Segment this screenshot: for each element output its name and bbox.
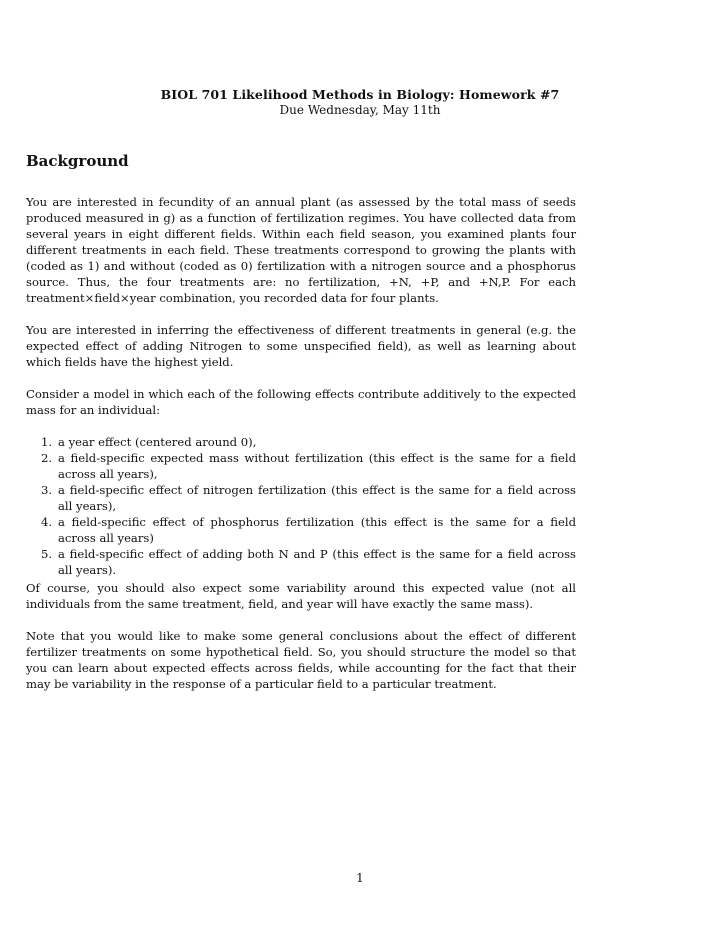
paragraph-inference-goal: You are interested in inferring the effectiveness of different treatments in general (e.g. the expected effect of adding Nitrogen to some unspecified field), as well as learning about which fields have the highest yield. [26,323,576,369]
paragraph-model-intro: Consider a model in which each of the following effects contribute additively to the expected mass for an individual: [26,387,576,417]
list-item-text: a field-specific effect of phosphorus fertilization (this effect is the same for a field across all years) [58,515,576,545]
section-heading-background: Background [26,152,129,170]
list-item-number: 5. [41,547,53,561]
list-item [26,450,576,482]
list-item [26,482,576,514]
list-item [26,514,576,546]
list-item-text: a field-specific expected mass without fertilization (this effect is the same for a field across all years), [58,451,576,481]
effects-list [26,434,576,578]
list-item-text: a year effect (centered around 0), [58,435,257,449]
list-item-number: 3. [41,483,53,497]
list-item-number: 2. [41,451,53,465]
list-item-number: 1. [41,435,53,449]
list-item-text: a field-specific effect of nitrogen fertilization (this effect is the same for a field across all years), [58,483,576,513]
list-item-number: 4. [41,515,53,529]
list-item [26,546,576,578]
paragraph-fecundity: You are interested in fecundity of an annual plant (as assessed by the total mass of seeds produced measured in g) as a function of fertilization regimes. You have collected data from several years in eight different fields. Within each field season, you examined plants four different treatments in each field. These treatments correspond to growing the plants with (coded as 1) and without (coded as 0) fertilization with a nitrogen source and a phosphorus source. Thus, the four treatments are: no fertilization, +N, +P, and +N,P. For each treatment×field×year combination, you recorded data for four plants. [26,195,576,305]
due-date: Due Wednesday, May 11th [279,103,441,117]
paragraph-general-conclusions: Note that you would like to make some general conclusions about the effect of different fertilizer treatments on some hypothetical field. So, you should structure the model so that you can learn about expected effects across fields, while accounting for the fact that their may be variability in the response of a particular field to a particular treatment. [26,629,576,691]
document-title: BIOL 701 Likelihood Methods in Biology: Homework #7 [160,87,560,102]
paragraph-variability: Of course, you should also expect some variability around this expected value (not all individuals from the same treatment, field, and year will have exactly the same mass). [26,581,576,611]
page-number: 1 [356,871,364,885]
list-item-text: a field-specific effect of adding both N and P (this effect is the same for a field across all years). [58,547,576,577]
list-item [26,434,576,450]
